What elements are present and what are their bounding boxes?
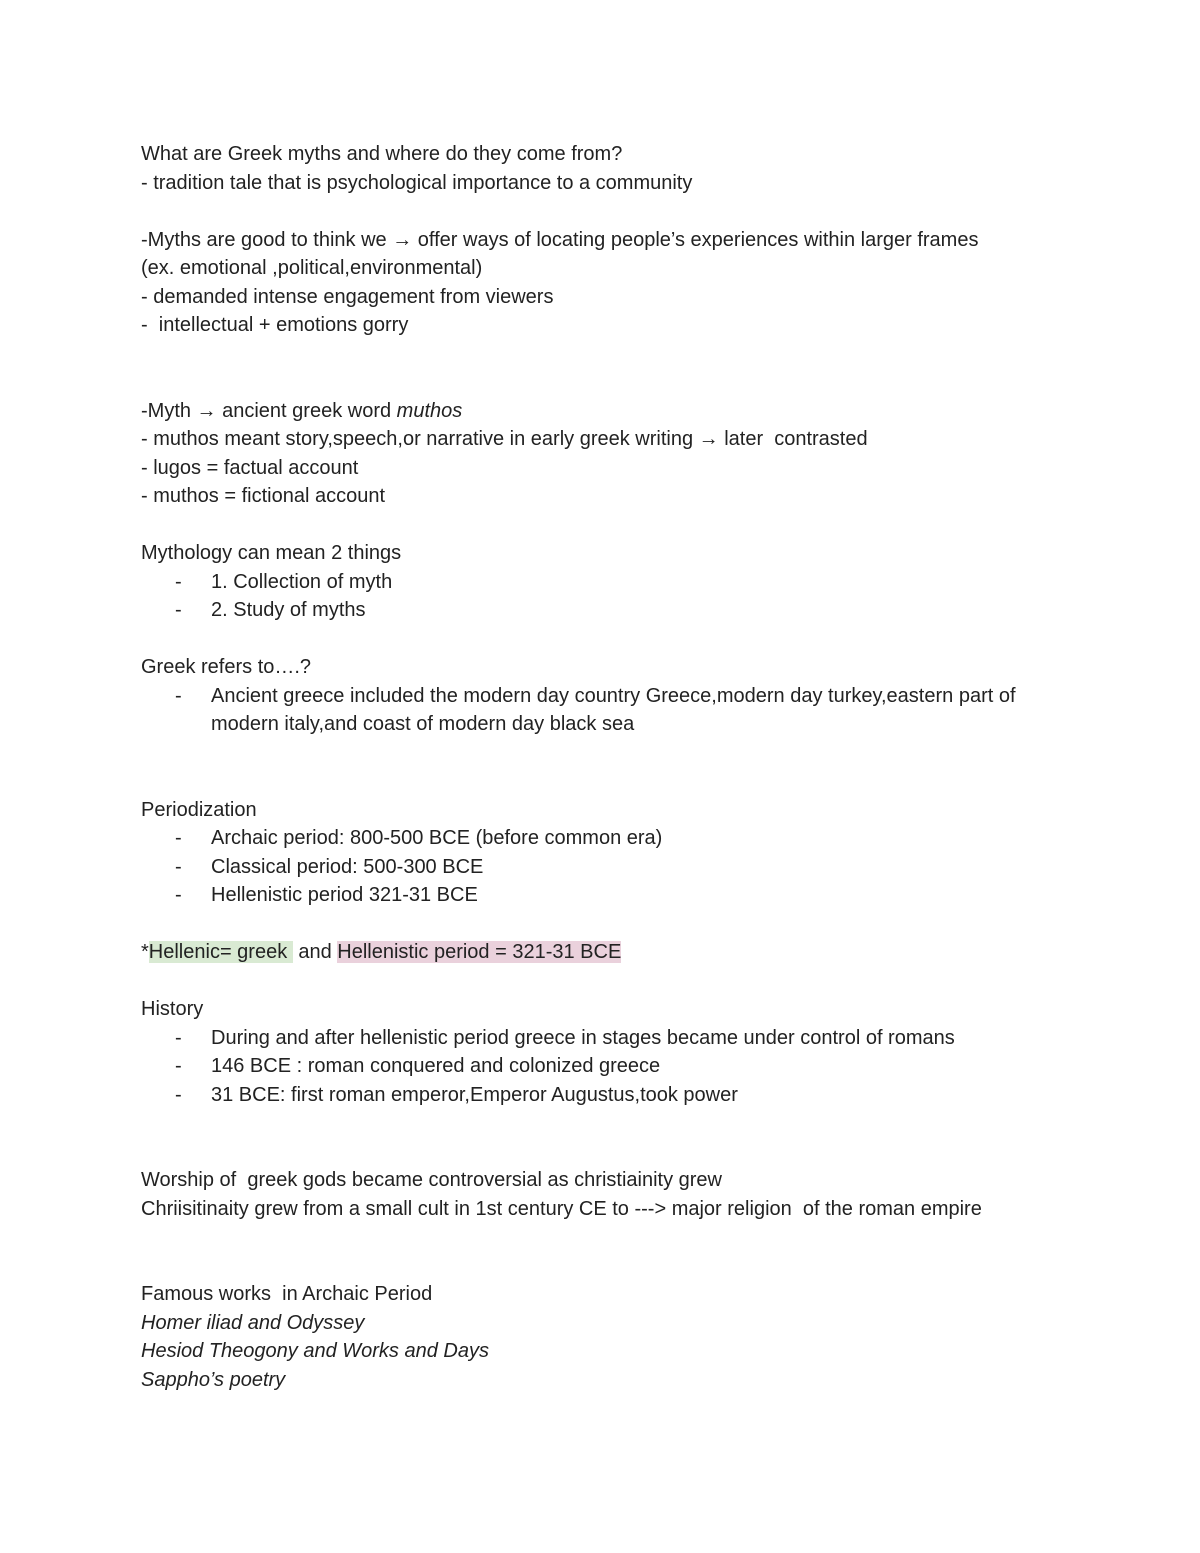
note-and: and bbox=[292, 941, 338, 963]
famous-work: Hesiod Theogony and Works and Days bbox=[141, 1340, 489, 1362]
myths-good-line-3: - demanded intense engagement from viewers bbox=[141, 285, 554, 308]
list-item bbox=[141, 824, 1071, 853]
myth-word-line-2: - muthos meant story,speech,or narrative in early greek writing → later contrasted bbox=[141, 428, 868, 450]
worship-line-2: Chriisitinaity grew from a small cult in 1st century CE to ---> major religion of the roman empire bbox=[141, 1197, 982, 1220]
famous-heading: Famous works in Archaic Period bbox=[141, 1283, 433, 1305]
myth-word-line-3: - lugos = factual account bbox=[141, 456, 359, 479]
list-item-text: 146 BCE : roman conquered and colonized greece bbox=[211, 1055, 661, 1077]
list-item-text: Ancient greece included the modern day country Greece,modern day turkey,eastern part of modern italy,and coast of modern day black sea bbox=[211, 684, 1016, 735]
worship-line-1: Worship of greek gods became controversial as christiainity grew bbox=[141, 1169, 722, 1191]
bullet-dash: - bbox=[175, 599, 182, 621]
list-item bbox=[141, 596, 1071, 625]
intro-question: What are Greek myths and where do they come from? bbox=[141, 143, 623, 165]
list-item-text: 2. Study of myths bbox=[211, 599, 366, 621]
bullet-dash: - bbox=[175, 684, 182, 707]
note-star: * bbox=[141, 941, 149, 963]
myths-good-line-1: -Myths are good to think we → offer ways of locating people’s experiences within larger frames bbox=[141, 228, 979, 251]
list-item-text: Hellenistic period 321-31 BCE bbox=[211, 884, 478, 906]
myths-good-line-4: - intellectual + emotions gorry bbox=[141, 314, 409, 336]
bullet-dash: - bbox=[175, 1026, 182, 1049]
famous-work: Homer iliad and Odyssey bbox=[141, 1311, 365, 1334]
history-heading: History bbox=[141, 998, 204, 1020]
myths-good-line-2: (ex. emotional ,political,environmental) bbox=[141, 257, 483, 279]
list-item bbox=[141, 853, 1071, 882]
list-item bbox=[141, 682, 1071, 739]
list-item bbox=[141, 881, 1071, 910]
list-item-text: 31 BCE: first roman emperor,Emperor Augustus,took power bbox=[211, 1083, 738, 1106]
list-item-text: 1. Collection of myth bbox=[211, 570, 393, 593]
famous-work: Sappho’s poetry bbox=[141, 1368, 286, 1391]
hellenic-note bbox=[141, 938, 1071, 967]
muthos-term: muthos bbox=[396, 399, 463, 422]
list-item-text: Archaic period: 800-500 BCE (before common era) bbox=[211, 827, 663, 849]
myth-word-line-1 bbox=[141, 397, 1071, 426]
highlight-hellenistic: Hellenistic period = 321-31 BCE bbox=[337, 941, 622, 963]
document-page bbox=[141, 140, 1071, 1394]
list-item bbox=[141, 1052, 1071, 1081]
highlight-hellenic: Hellenic= greek bbox=[148, 941, 293, 963]
list-item bbox=[141, 1081, 1071, 1110]
bullet-dash: - bbox=[175, 1083, 182, 1106]
list-item bbox=[141, 1024, 1071, 1053]
periodization-heading: Periodization bbox=[141, 798, 257, 821]
bullet-dash: - bbox=[175, 570, 182, 593]
bullet-dash: - bbox=[175, 1055, 182, 1077]
bullet-dash: - bbox=[175, 884, 182, 906]
greek-heading: Greek refers to….? bbox=[141, 656, 312, 678]
myth-word-prefix: -Myth → ancient greek word bbox=[141, 399, 397, 422]
intro-definition: - tradition tale that is psychological importance to a community bbox=[141, 171, 693, 194]
bullet-dash: - bbox=[175, 855, 182, 878]
mythology-heading: Mythology can mean 2 things bbox=[141, 542, 402, 564]
list-item bbox=[141, 568, 1071, 597]
bullet-dash: - bbox=[175, 827, 182, 849]
list-item-text: During and after hellenistic period greece in stages became under control of romans bbox=[211, 1026, 955, 1049]
myth-word-line-4: - muthos = fictional account bbox=[141, 485, 386, 507]
list-item-text: Classical period: 500-300 BCE bbox=[211, 855, 484, 878]
